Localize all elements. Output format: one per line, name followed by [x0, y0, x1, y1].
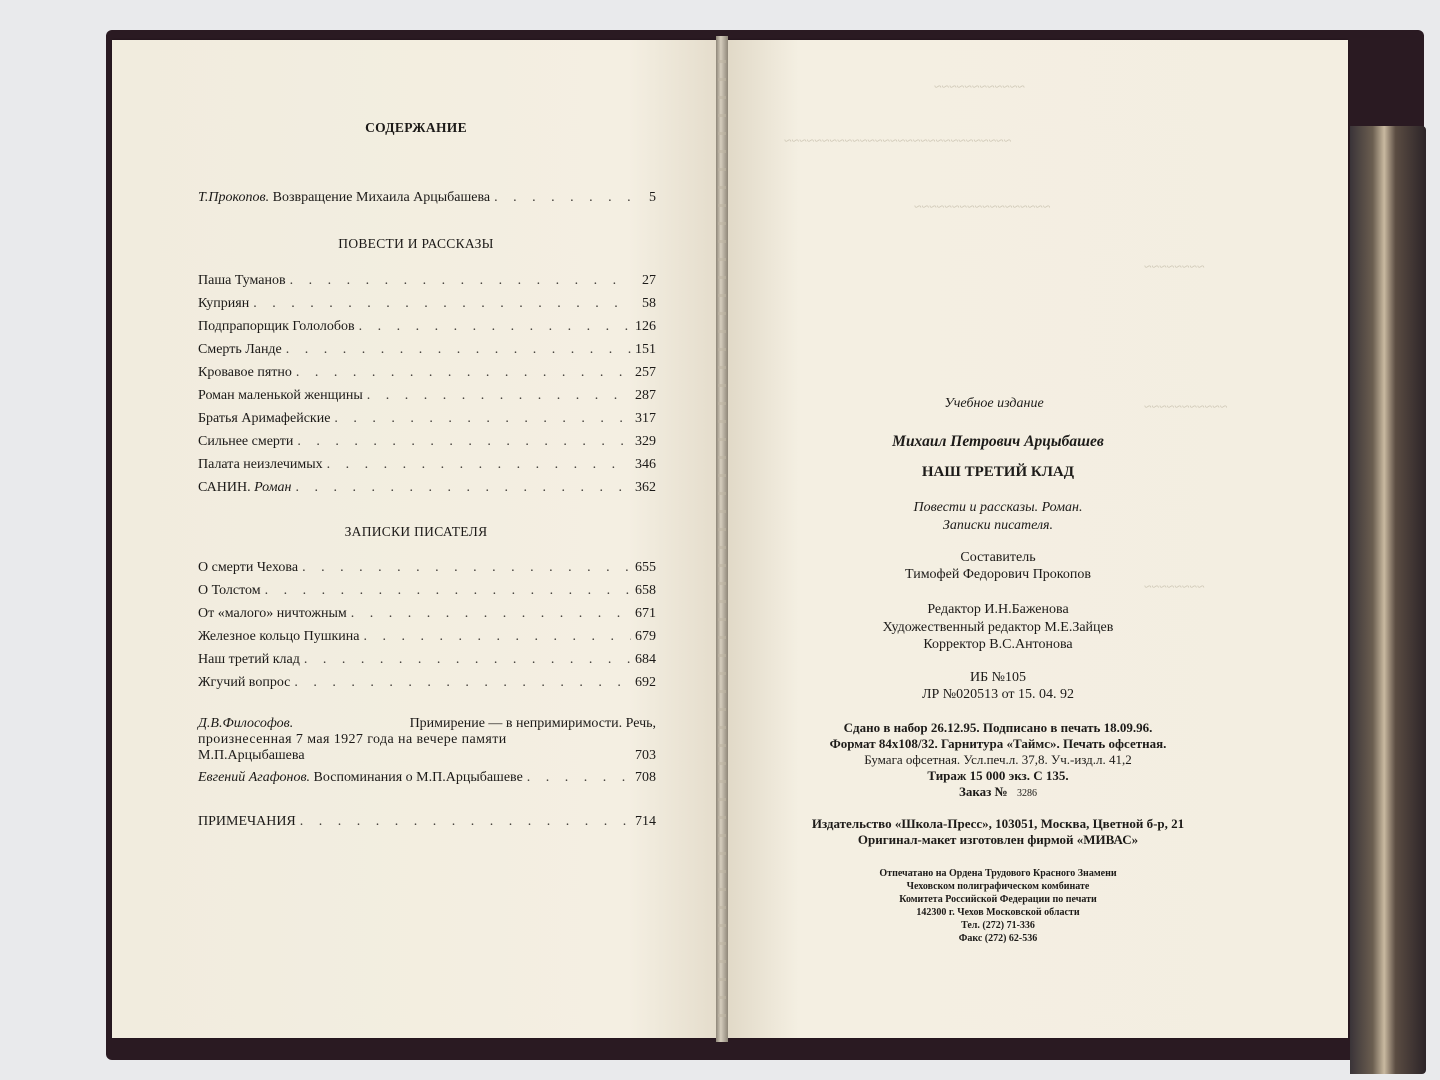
toc-page: 329 [635, 434, 656, 449]
toc-page: 287 [635, 388, 656, 403]
printer-line-4: 142300 г. Чехов Московской области [916, 907, 1080, 918]
order-label: Заказ № [959, 784, 1008, 799]
toc-filosofov-line3: М.П.Арцыбашева [198, 748, 305, 763]
toc-item-title: От «малого» ничтожным [198, 606, 347, 621]
book-subtitle-1: Повести и рассказы. Роман. [913, 500, 1083, 515]
toc-item-title: Палата неизлечимых [198, 457, 323, 472]
order-line [724, 784, 1272, 800]
show-through: ~~~~~~~~ [1144, 260, 1205, 275]
book-title: НАШ ТРЕТИЙ КЛАД [921, 464, 1075, 480]
show-through: ~~~~~~~~~~~~~~~~~~ [914, 200, 1051, 215]
toc-row [198, 457, 656, 477]
toc-page: 27 [642, 273, 656, 288]
toc-row-notes [198, 814, 656, 834]
toc-row [198, 583, 656, 603]
toc-row [198, 629, 656, 649]
toc-item-title: Смерть Ланде [198, 342, 282, 357]
toc-row [198, 411, 656, 431]
toc-page: 692 [635, 675, 656, 690]
left-page [112, 40, 720, 1038]
printer-line-3: Комитета Российской Федерации по печати [899, 894, 1097, 905]
publisher-line-1: Издательство «Школа-Пресс», 103051, Москва, Цветной б-р, 21 [811, 816, 1185, 831]
toc-row [198, 560, 656, 580]
toc-page: 655 [635, 560, 656, 575]
show-through: ~~~~~~~~~~~ [1144, 400, 1228, 415]
toc-row-intro [198, 190, 656, 210]
toc-item-title: Паша Туманов [198, 273, 286, 288]
toc-agafonov-text: Воспоминания о М.П.Арцыбашеве [313, 770, 523, 785]
imprint-page [724, 40, 1348, 1038]
print-info-4: Тираж 15 000 экз. С 135. [927, 768, 1069, 783]
toc-item-title: Братья Аримафейские [198, 411, 331, 426]
show-through: ~~~~~~~~ [1144, 580, 1205, 595]
toc-item-title: Железное кольцо Пушкина [198, 629, 360, 644]
cover-edge [1350, 126, 1426, 1074]
binding-stitches [718, 60, 726, 1020]
toc-item-title: О Толстом [198, 583, 261, 598]
print-info-1: Сдано в набор 26.12.95. Подписано в печать 18.09.96. [843, 720, 1153, 735]
toc-page: 671 [635, 606, 656, 621]
corrector: Корректор В.С.Антонова [923, 637, 1073, 652]
toc-row [198, 273, 656, 293]
right-page [724, 40, 1348, 1038]
toc-section-heading: ПОВЕСТИ И РАССКАЗЫ [338, 236, 494, 251]
printer-line-1: Отпечатано на Ордена Трудового Красного Знамени [879, 868, 1117, 879]
toc-filosofov [198, 716, 656, 764]
printer-line-5: Тел. (272) 71-336 [961, 920, 1035, 931]
toc-item-title: Жгучий вопрос [198, 675, 291, 690]
toc-row [198, 675, 656, 695]
table-of-contents [112, 40, 720, 1038]
edition-type: Учебное издание [944, 396, 1044, 411]
toc-row [198, 319, 656, 339]
book-subtitle-2: Записки писателя. [942, 518, 1054, 533]
toc-page: 5 [649, 190, 656, 205]
editor: Редактор И.Н.Баженова [927, 602, 1069, 617]
toc-page: 257 [635, 365, 656, 380]
toc-page: 346 [635, 457, 656, 472]
toc-notes-title: ПРИМЕЧАНИЯ [198, 814, 296, 829]
show-through: ~~~~~~~~~~~~ [934, 80, 1025, 95]
compiler-label: Составитель [960, 550, 1036, 565]
toc-item-title: О смерти Чехова [198, 560, 299, 575]
toc-item-title: Роман маленькой женщины [198, 388, 363, 403]
order-number: 3286 [1016, 788, 1037, 799]
compiler-name: Тимофей Федорович Прокопов [905, 567, 1091, 582]
show-through: ~~~~~~~~~~~~~~~~~~~~~~~~~~~~~~ [784, 134, 1012, 149]
toc-row [198, 365, 656, 385]
toc-sanin-subtitle: Роман [254, 480, 292, 495]
toc-row-agafonov [198, 770, 656, 790]
toc-row [198, 388, 656, 408]
toc-item-title: Наш третий клад [198, 652, 300, 667]
toc-agafonov-author: Евгений Агафонов. [198, 770, 311, 785]
publisher-line-2: Оригинал-макет изготовлен фирмой «МИВАС» [857, 832, 1139, 847]
toc-item-title: Подпрапорщик Гололобов [198, 319, 355, 334]
toc-intro-text: Возвращение Михаила Арцыбашева [272, 190, 491, 205]
toc-filosofov-line1: Примирение — в непримиримости. Речь, [409, 716, 656, 731]
toc-filosofov-line2: произнесенная 7 мая 1927 года на вечере памяти [198, 732, 507, 747]
toc-item-title: Сильнее смерти [198, 434, 294, 449]
toc-page: 126 [635, 319, 656, 334]
printer-line-6: Факс (272) 62-536 [958, 933, 1038, 944]
ib-number: ИБ №105 [969, 670, 1026, 685]
toc-page: 151 [635, 342, 656, 357]
toc-page: 679 [635, 629, 656, 644]
author-name: Михаил Петрович Арцыбашев [892, 433, 1104, 450]
toc-page: 58 [642, 296, 656, 311]
toc-row [198, 606, 656, 626]
toc-page: 684 [635, 652, 656, 667]
toc-page: 658 [635, 583, 656, 598]
toc-page: 714 [635, 814, 656, 829]
print-info-3: Бумага офсетная. Усл.печ.л. 37,8. Уч.-изд.л. 41,2 [864, 752, 1132, 767]
toc-row [198, 652, 656, 672]
print-info-2: Формат 84х108/32. Гарнитура «Таймс». Печать офсетная. [829, 736, 1167, 751]
toc-row [198, 342, 656, 362]
toc-title: СОДЕРЖАНИЕ [365, 120, 467, 135]
toc-item-title: Куприян [198, 296, 250, 311]
toc-row [198, 434, 656, 454]
toc-row-sanin [198, 480, 656, 500]
art-editor: Художественный редактор М.Е.Зайцев [882, 620, 1114, 635]
toc-intro-author: Т.Прокопов. [198, 190, 270, 205]
toc-section-heading: ЗАПИСКИ ПИСАТЕЛЯ [344, 524, 488, 539]
printer-line-2: Чеховском полиграфическом комбинате [906, 881, 1090, 892]
toc-row [198, 296, 656, 316]
toc-item-title: Кровавое пятно [198, 365, 292, 380]
toc-page: 703 [635, 748, 656, 763]
toc-page: 708 [635, 770, 656, 785]
toc-filosofov-author: Д.В.Философов. [198, 716, 294, 731]
toc-sanin-title: САНИН. [198, 480, 251, 495]
lr-number: ЛР №020513 от 15. 04. 92 [921, 687, 1075, 702]
toc-page: 362 [635, 480, 656, 495]
toc-page: 317 [635, 411, 656, 426]
